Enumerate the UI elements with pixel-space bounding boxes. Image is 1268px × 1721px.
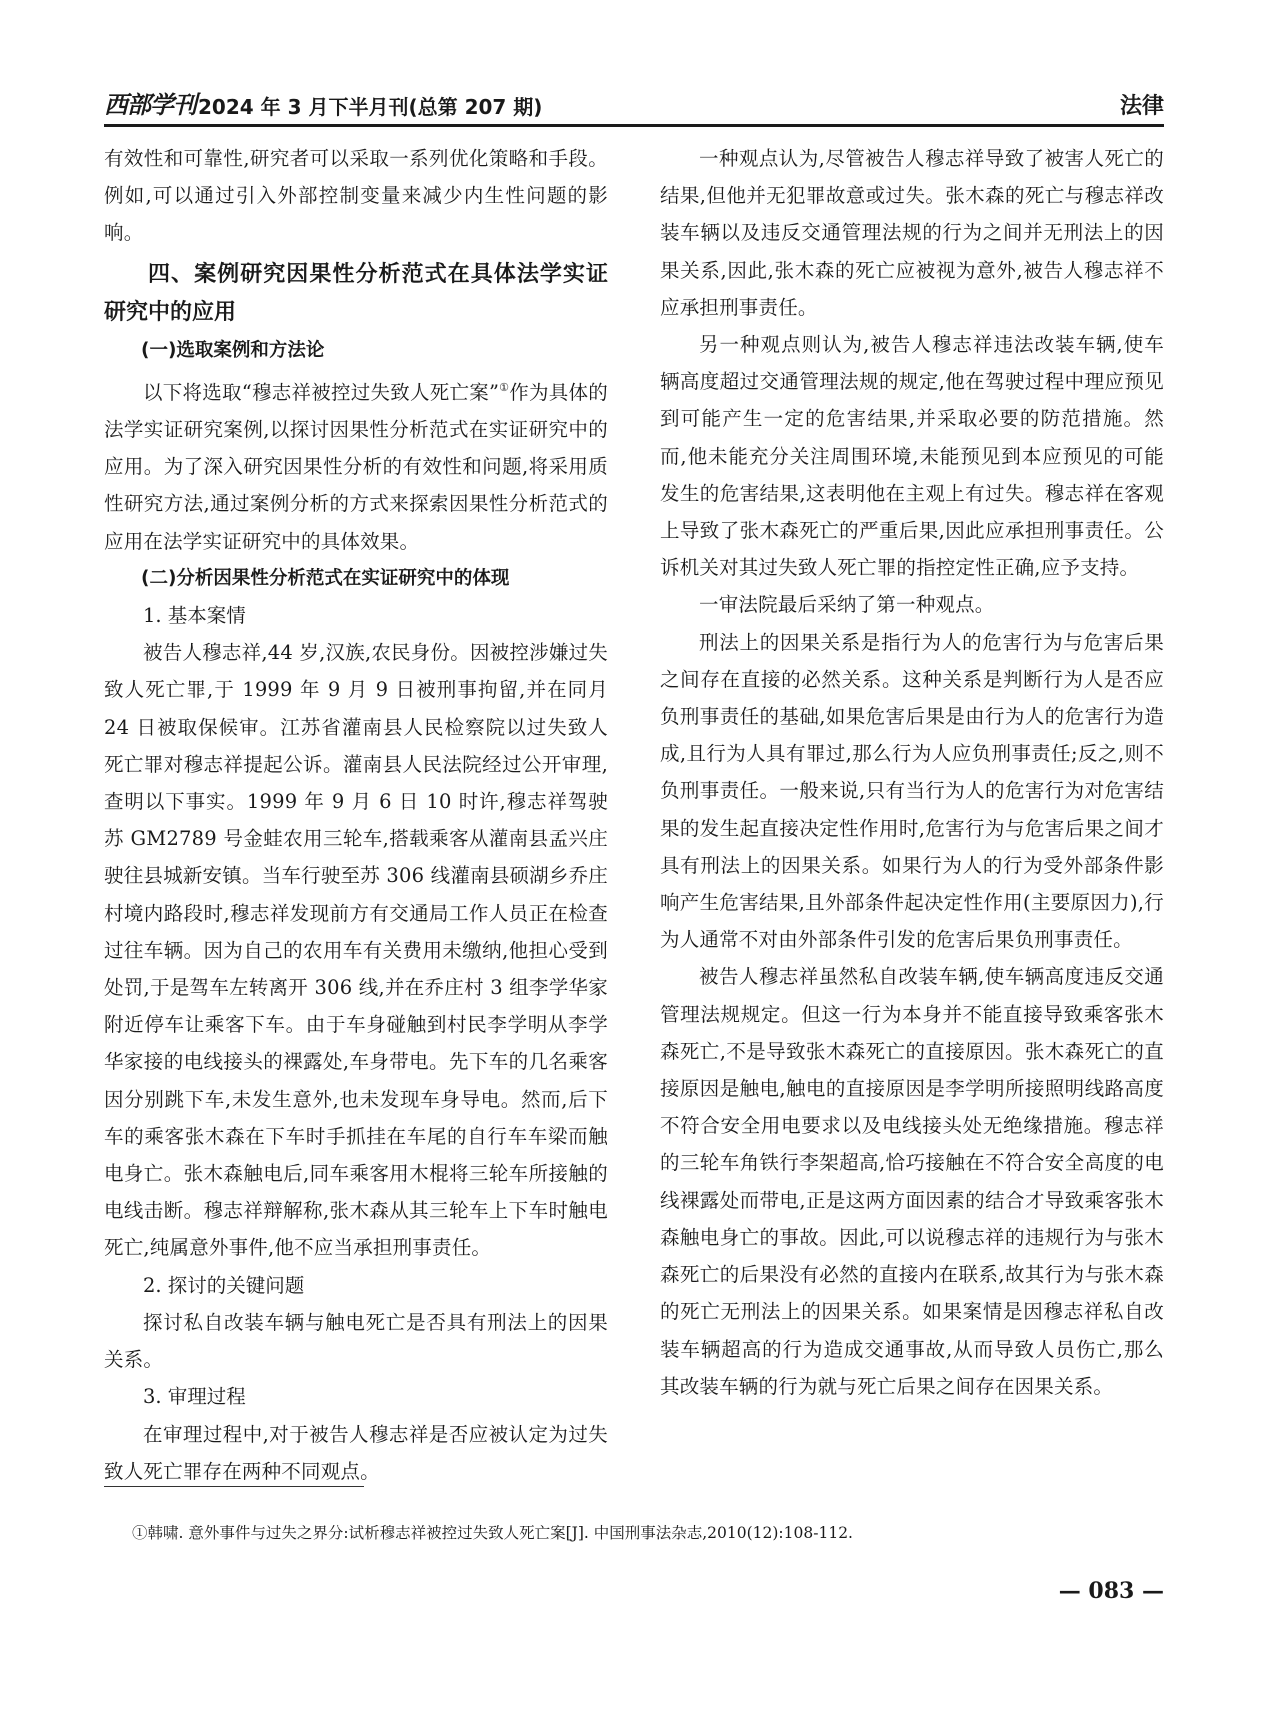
paragraph: 有效性和可靠性,研究者可以采取一系列优化策略和手段。例如,可以通过引入外部控制变量来减少内生性问题的影响。 [104, 147, 608, 245]
running-header [104, 84, 1164, 127]
paragraph: 刑法上的因果关系是指行为人的危害行为与危害后果之间存在直接的必然关系。这种关系是判断行为人是否应负刑事责任的基础,如果危害后果是由行为人的危害行为造成,且行为人具有罪过,那么行为人应负刑事责任;反之,则不负刑事责任。一般来说,只有当行为人的危害行为对危害结果的发生起直接决定性作用时,危害行为与危害后果之间才具有刑法上的因果关系。如果行为人的行为受外部条件影响产生危害结果,且外部条件起决定性作用(主要原因力),行为人通常不对由外部条件引发的危害后果负刑事责任。 [660, 630, 1164, 952]
subsection-heading: (一)选取案例和方法论 [141, 339, 325, 361]
item-heading: 2. 探讨的关键问题 [143, 1273, 305, 1297]
item-heading: 1. 基本案情 [143, 604, 246, 628]
journal-info [104, 85, 542, 124]
paragraph: 一审法院最后采纳了第一种观点。 [699, 593, 995, 617]
section-heading: 四、案例研究因果性分析范式在具体法学实证研究中的应用 [104, 261, 608, 325]
paragraph: 一种观点认为,尽管被告人穆志祥导致了被害人死亡的结果,但他并无犯罪故意或过失。张木森的死亡与穆志祥改装车辆以及违反交通管理法规的行为之间并无刑法上的因果关系,因此,张木森的死亡应被视为意外,被告人穆志祥不应承担刑事责任。 [660, 147, 1164, 319]
paragraph: 在审理过程中,对于被告人穆志祥是否应被认定为过失致人死亡罪存在两种不同观点。 [104, 1422, 608, 1483]
subsection-heading: (二)分析因果性分析范式在实证研究中的体现 [141, 567, 510, 589]
paragraph [104, 369, 608, 560]
page-number: — 083 — [1058, 1578, 1164, 1604]
left-column [104, 140, 608, 1490]
footnote-marker[interactable]: ① [499, 380, 510, 394]
journal-logo: 西部学刊 [104, 90, 196, 119]
paragraph: 探讨私自改装车辆与触电死亡是否具有刑法上的因果关系。 [104, 1310, 608, 1372]
paragraph-text: 以下将选取“穆志祥被控过失致人死亡案” [143, 380, 500, 404]
footnote-divider [104, 1486, 364, 1487]
section-label: 法律 [1119, 94, 1164, 119]
paragraph-text: 作为具体的法学实证研究案例,以探讨因果性分析范式在实证研究中的应用。为了深入研究因果性分析的有效性和问题,将采用质性研究方法,通过案例分析的方式来探索因果性分析范式的应用在法学实证研究中的具体效果。 [104, 380, 608, 553]
issue-info: 2024 年 3 月下半月刊(总第 207 期) [198, 95, 543, 119]
paragraph: 被告人穆志祥,44 岁,汉族,农民身份。因被控涉嫌过失致人死亡罪,于 1999 年 9 月 9 日被刑事拘留,并在同月 24 日被取保候审。江苏省灌南县人民检察院以过失致人死亡罪对穆志祥提起公诉。灌南县人民法院经过公开审理,查明以下事实。1999 年 9 月 6 日 10 时许,穆志祥驾驶苏 GM2789 号金蛙农用三轮车,搭载乘客从灌南县孟兴庄驶往县城新安镇。当车行驶至苏 306 线灌南县硕湖乡乔庄村境内路段时,穆志祥发现前方有交通局工作人员正在检查过往车辆。因为自己的农用车有关费用未缴纳,他担心受到处罚,于是驾车左转离开 306 线,并在乔庄村 3 组李学华家附近停车让乘客下车。由于车身碰触到村民李学明从李学华家接的电线接头的裸露处,车身带电。先下车的几名乘客因分别跳下车,未发生意外,也未发现车身导电。然而,后下车的乘客张木森在下车时手抓挂在车尾的自行车车梁而触电身亡。张木森触电后,同车乘客用木棍将三轮车所接触的电线击断。穆志祥辩解称,张木森从其三轮车上下车时触电死亡,纯属意外事件,他不应当承担刑事责任。 [104, 641, 608, 1260]
item-heading: 3. 审理过程 [143, 1385, 246, 1409]
footnote: ①韩啸. 意外事件与过失之界分:试析穆志祥被控过失致人死亡案[J]. 中国刑事法杂志,2010(12):108-112. [132, 1524, 853, 1542]
paragraph: 被告人穆志祥虽然私自改装车辆,使车辆高度违反交通管理法规规定。但这一行为本身并不能直接导致乘客张木森死亡,不是导致张木森死亡的直接原因。张木森死亡的直接原因是触电,触电的直接原因是李学明所接照明线路高度不符合安全用电要求以及电线接头处无绝缘措施。穆志祥的三轮车角铁行李架超高,恰巧接触在不符合安全高度的电线裸露处而带电,正是这两方面因素的结合才导致乘客张木森触电身亡的事故。因此,可以说穆志祥的违规行为与张木森死亡的后果没有必然的直接内在联系,故其行为与张木森的死亡无刑法上的因果关系。如果案情是因穆志祥私自改装车辆超高的行为造成交通事故,从而导致人员伤亡,那么其改装车辆的行为就与死亡后果之间存在因果关系。 [660, 965, 1164, 1398]
right-column [660, 140, 1164, 1405]
paragraph: 另一种观点则认为,被告人穆志祥违法改装车辆,使车辆高度超过交通管理法规的规定,他在驾驶过程中理应预见到可能产生一定的危害结果,并采取必要的防范措施。然而,他未能充分关注周围环境,未能预见到本应预见的可能发生的危害结果,这表明他在主观上有过失。穆志祥在客观上导致了张木森死亡的严重后果,因此应承担刑事责任。公诉机关对其过失致人死亡罪的指控定性正确,应予支持。 [660, 333, 1164, 580]
